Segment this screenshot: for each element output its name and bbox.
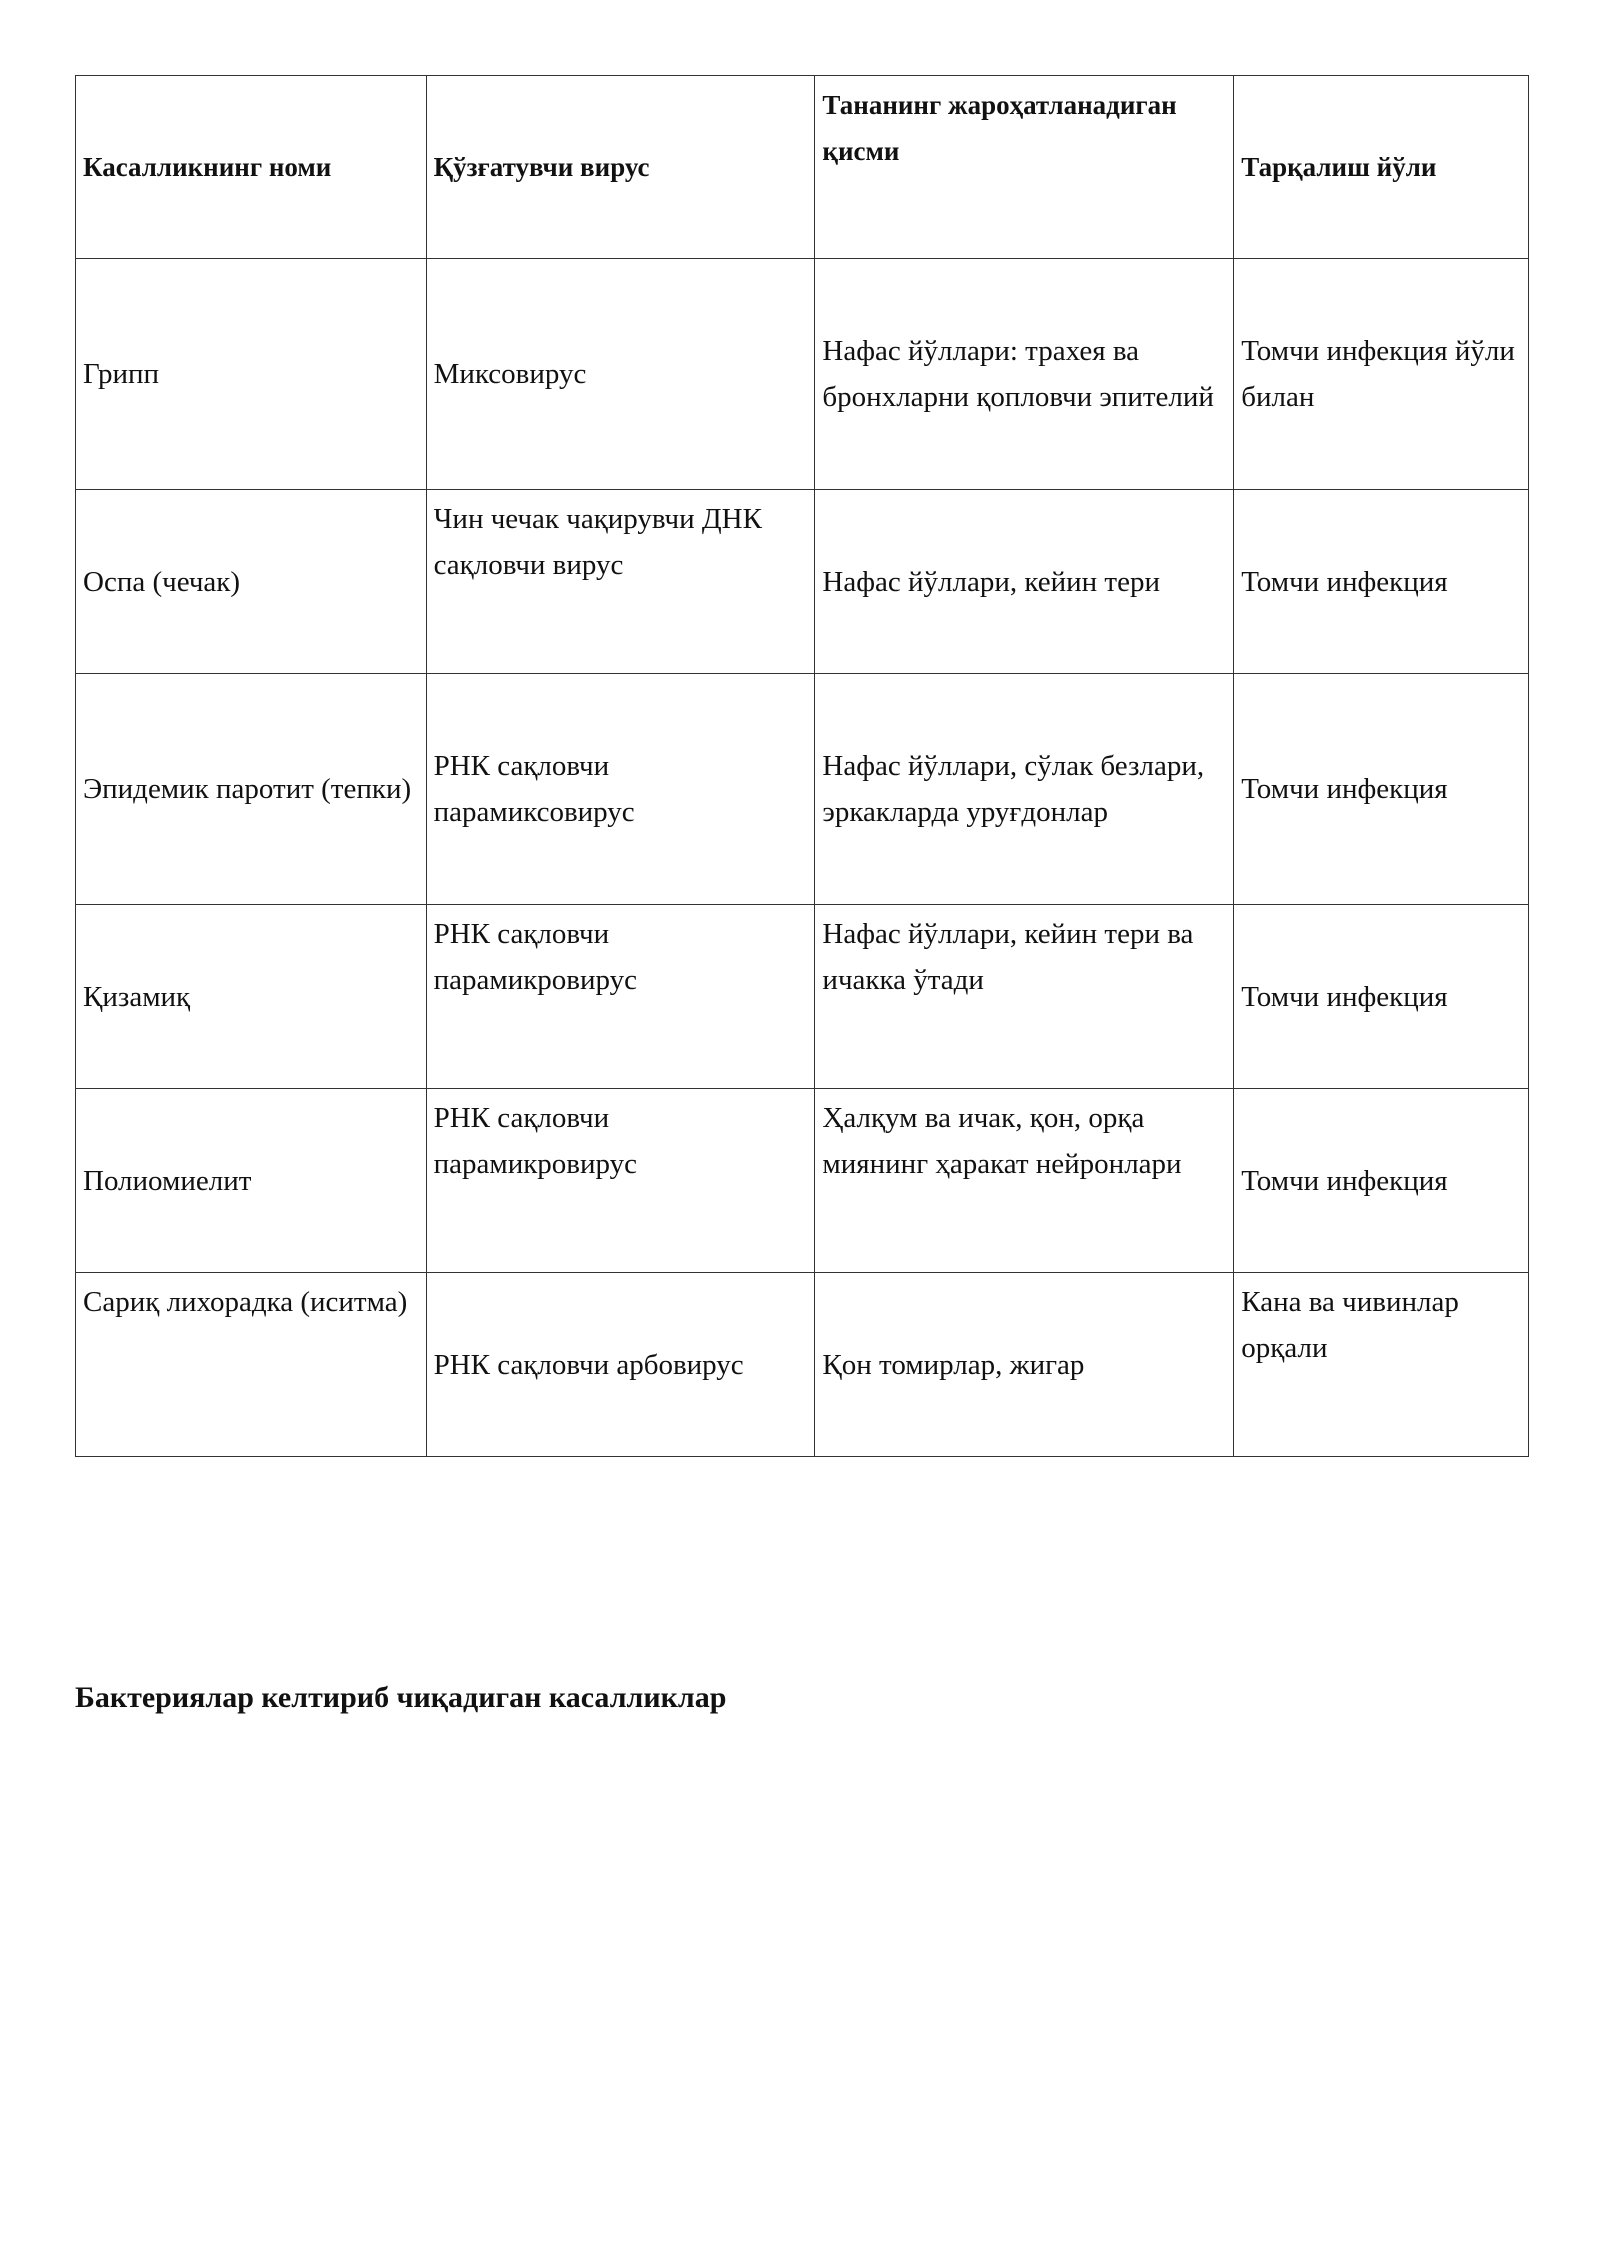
table-row (76, 1089, 1529, 1273)
table-cell: Кана ва чивинлар орқали (1234, 1273, 1529, 1457)
table-cell: Нафас йўллари: трахея ва бронхларни қопловчи эпителий (815, 259, 1234, 490)
table-cell: Грипп (76, 259, 427, 490)
table-cell: РНК сақловчи арбовирус (426, 1273, 815, 1457)
table-cell: РНК сақловчи парамикровирус (426, 905, 815, 1089)
section-heading: Бактериялар келтириб чиқадиган касалликлар (75, 1681, 727, 1714)
table-row (76, 905, 1529, 1089)
table-row (76, 674, 1529, 905)
table-cell: Сариқ лихорадка (иситма) (76, 1273, 427, 1457)
table-cell: РНК сақловчи парамиксовирус (426, 674, 815, 905)
table-cell: Нафас йўллари, кейин тери (815, 490, 1234, 674)
table-cell: Нафас йўллари, сўлак безлари, эркакларда уруғдонлар (815, 674, 1234, 905)
table-header-row (76, 76, 1529, 259)
table-cell: Томчи инфекция (1234, 905, 1529, 1089)
table-cell: Томчи инфекция (1234, 674, 1529, 905)
table-row (76, 490, 1529, 674)
table-cell: Нафас йўллари, кейин тери ва ичакка ўтади (815, 905, 1234, 1089)
table-cell: Томчи инфекция (1234, 1089, 1529, 1273)
header-transmission-route: Тарқалиш йўли (1234, 76, 1529, 259)
table-cell: Қизамиқ (76, 905, 427, 1089)
table-cell: Қон томирлар, жигар (815, 1273, 1234, 1457)
table-cell: Томчи инфекция (1234, 490, 1529, 674)
table-row (76, 1273, 1529, 1457)
table-cell: Томчи инфекция йўли билан (1234, 259, 1529, 490)
table-cell: Миксовирус (426, 259, 815, 490)
table-cell: Чин чечак чақирувчи ДНК сақловчи вирус (426, 490, 815, 674)
header-affected-body-part: Тананинг жароҳатланадиган қисми (815, 76, 1234, 259)
table-cell: Эпидемик паротит (тепки) (76, 674, 427, 905)
table-cell: Полиомиелит (76, 1089, 427, 1273)
table-cell: РНК сақловчи парамикровирус (426, 1089, 815, 1273)
header-causative-virus: Қўзғатувчи вирус (426, 76, 815, 259)
table-cell: Оспа (чечак) (76, 490, 427, 674)
table-cell: Ҳалқум ва ичак, қон, орқа миянинг ҳаракат нейронлари (815, 1089, 1234, 1273)
header-disease-name: Касалликнинг номи (76, 76, 427, 259)
table-row (76, 259, 1529, 490)
virus-diseases-table (75, 75, 1529, 1457)
